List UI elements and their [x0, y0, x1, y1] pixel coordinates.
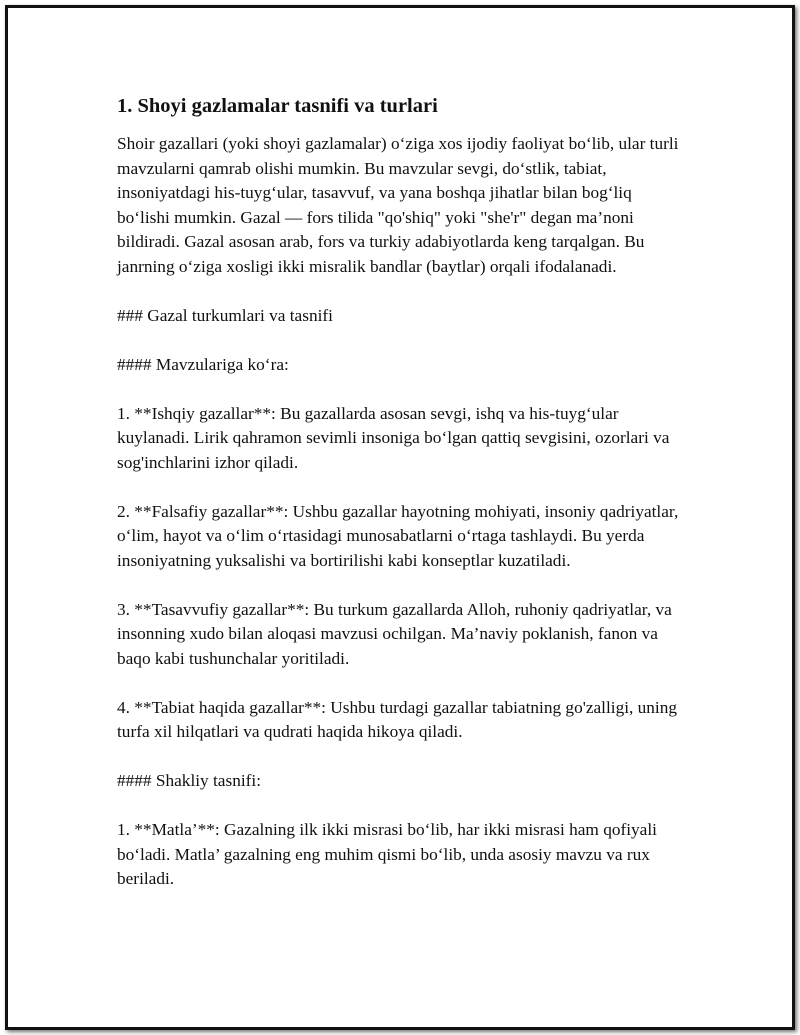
list-item-ishqiy: 1. **Ishqiy gazallar**: Bu gazallarda asosan sevgi, ishq va his-tuyg‘ular kuylanadi. Lirik qahramon sevimli insoniga bo‘lgan qattiq sevgisini, ozorlari va sog'inchlarini izhor qiladi. [117, 403, 670, 472]
subsection-heading-shakliy: #### Shakliy tasnifi: [117, 771, 262, 790]
list-item-matla: 1. **Matla’**: Gazalning ilk ikki misrasi bo‘lib, har ikki misrasi ham qofiyali bo‘ladi. Matla’ gazalning eng muhim qismi bo‘lib, unda asosiy mavzu va rux beriladi. [117, 820, 657, 888]
document-title: 1. Shoyi gazlamalar tasnifi va turlari [117, 95, 438, 117]
list-item-falsafiy: 2. **Falsafiy gazallar**: Ushbu gazallar hayotning mohiyati, insoniy qadriyatlar, o‘lim, hayot va o‘lim o‘rtasidagi munosabatlarni o‘rtaga tashlaydi. Bu yerda insoniyatning yuksalishi va bortirilishi kabi konseptlar kuzatiladi. [117, 501, 679, 570]
section-heading-gazal-turkumlari: ### Gazal turkumlari va tasnifi [117, 305, 333, 325]
subsection-heading-mavzulariga: #### Mavzulariga ko‘ra: [117, 354, 289, 374]
list-item-tasavvufiy: 3. **Tasavvufiy gazallar**: Bu turkum gazallarda Alloh, ruhoniy qadriyatlar, va insonning xudo bilan aloqasi mavzusi ochilgan. Ma’naviy poklanish, fanon va baqo kabi tushunchalar yoritiladi. [117, 599, 672, 668]
document-body [117, 90, 687, 892]
intro-paragraph: Shoir gazallari (yoki shoyi gazlamalar) o‘ziga xos ijodiy faoliyat bo‘lib, ular turli mavzularni qamrab olishi mumkin. Bu mavzular sevgi, do‘stlik, tabiat, insoniyatdagi his-tuyg‘ular, tasavvuf, va yana boshqa jihatlar bilan bog‘liq bo‘lishi mumkin. Gazal — fors tilida "qo'shiq" yoki "she'r" degan ma’noni bildiradi. Gazal asosan arab, fors va turkiy adabiyotlarda keng tarqalgan. Bu janrning o‘ziga xosligi ikki misralik bandlar (baytlar) orqali ifodalanadi. [117, 134, 679, 276]
list-item-tabiat: 4. **Tabiat haqida gazallar**: Ushbu turdagi gazallar tabiatning go'zalligi, uning turfa xil hilqatlari va qudrati haqida hikoya qiladi. [117, 697, 678, 741]
